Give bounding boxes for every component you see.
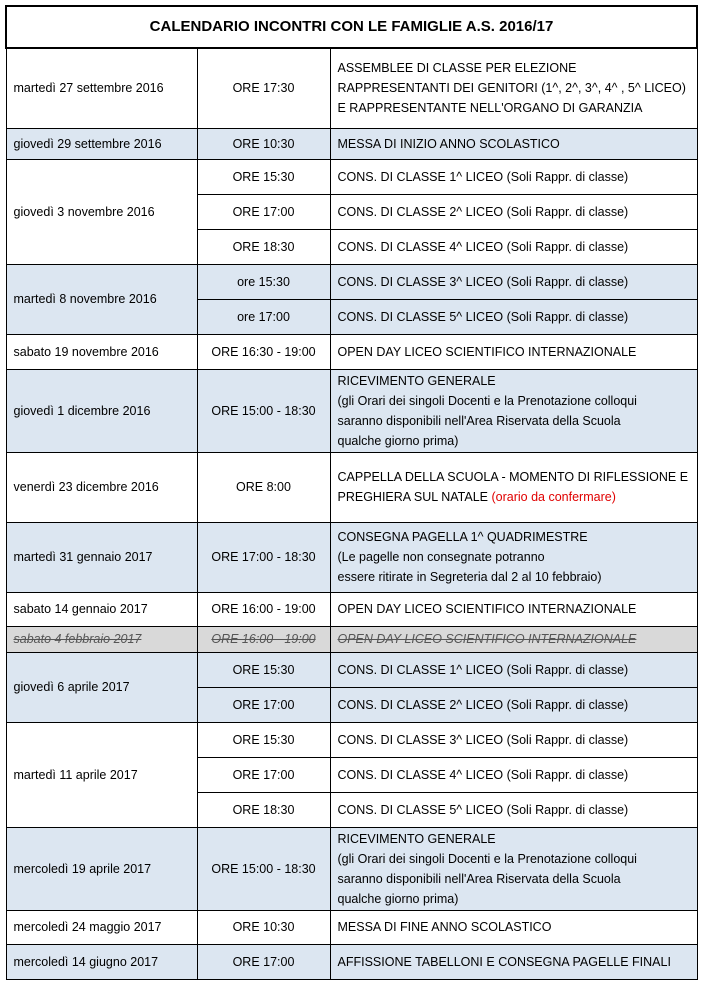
event-date: mercoledì 24 maggio 2017 <box>6 910 197 944</box>
event-description: CONS. DI CLASSE 1^ LICEO (Soli Rappr. di classe) <box>330 159 697 194</box>
table-row <box>6 48 697 128</box>
table-row <box>6 264 697 299</box>
event-description: ASSEMBLEE DI CLASSE PER ELEZIONE RAPPRESENTANTI DEI GENITORI (1^, 2^, 3^, 4^ , 5^ LICEO) E RAPPRESENTANTE NELL'ORGANO DI GARANZIA <box>330 48 697 128</box>
event-time: ORE 16:00 - 19:00 <box>197 626 330 652</box>
table-row <box>6 334 697 369</box>
event-description: AFFISSIONE TABELLONI E CONSEGNA PAGELLE FINALI <box>330 944 697 979</box>
event-time: ORE 18:30 <box>197 792 330 827</box>
calendar-title: CALENDARIO INCONTRI CON LE FAMIGLIE A.S. 2016/17 <box>6 6 697 48</box>
event-description: CONS. DI CLASSE 2^ LICEO (Soli Rappr. di classe) <box>330 687 697 722</box>
event-description: CONS. DI CLASSE 3^ LICEO (Soli Rappr. di classe) <box>330 264 697 299</box>
table-row <box>6 722 697 757</box>
table-row-cancelled <box>6 626 697 652</box>
event-description: CONS. DI CLASSE 4^ LICEO (Soli Rappr. di classe) <box>330 229 697 264</box>
table-row <box>6 910 697 944</box>
event-description: MESSA DI INIZIO ANNO SCOLASTICO <box>330 128 697 159</box>
event-date: sabato 14 gennaio 2017 <box>6 592 197 626</box>
event-time: ore 15:30 <box>197 264 330 299</box>
event-description: CAPPELLA DELLA SCUOLA - MOMENTO DI RIFLESSIONE E PREGHIERA SUL NATALE (orario da confermare) <box>330 452 697 522</box>
event-time: ORE 16:00 - 19:00 <box>197 592 330 626</box>
event-time: ORE 17:30 <box>197 48 330 128</box>
event-time: ORE 10:30 <box>197 910 330 944</box>
event-description: CONS. DI CLASSE 3^ LICEO (Soli Rappr. di classe) <box>330 722 697 757</box>
table-row <box>6 522 697 592</box>
event-description: OPEN DAY LICEO SCIENTIFICO INTERNAZIONALE <box>330 626 697 652</box>
title-row <box>6 6 697 48</box>
table-row <box>6 452 697 522</box>
event-description: CONS. DI CLASSE 2^ LICEO (Soli Rappr. di classe) <box>330 194 697 229</box>
event-time: ORE 15:30 <box>197 159 330 194</box>
event-time: ORE 15:00 - 18:30 <box>197 827 330 910</box>
event-date: giovedì 3 novembre 2016 <box>6 159 197 264</box>
event-time: ORE 15:00 - 18:30 <box>197 369 330 452</box>
event-description: RICEVIMENTO GENERALE (gli Orari dei singoli Docenti e la Prenotazione colloqui saranno disponibili nell'Area Riservata della Scuola qualche giorno prima) <box>330 369 697 452</box>
event-description: CONSEGNA PAGELLA 1^ QUADRIMESTRE (Le pagelle non consegnate potranno essere ritirate in Segreteria dal 2 al 10 febbraio) <box>330 522 697 592</box>
event-time: ORE 17:00 <box>197 194 330 229</box>
event-description: RICEVIMENTO GENERALE (gli Orari dei singoli Docenti e la Prenotazione colloqui saranno disponibili nell'Area Riservata della Scuola qualche giorno prima) <box>330 827 697 910</box>
event-description: OPEN DAY LICEO SCIENTIFICO INTERNAZIONALE <box>330 592 697 626</box>
event-date: martedì 27 settembre 2016 <box>6 48 197 128</box>
event-date: sabato 19 novembre 2016 <box>6 334 197 369</box>
table-row <box>6 652 697 687</box>
event-time: ORE 17:00 <box>197 687 330 722</box>
event-time: ORE 15:30 <box>197 652 330 687</box>
event-date: mercoledì 19 aprile 2017 <box>6 827 197 910</box>
table-row <box>6 944 697 979</box>
event-date: martedì 11 aprile 2017 <box>6 722 197 827</box>
event-date: martedì 8 novembre 2016 <box>6 264 197 334</box>
event-date: mercoledì 14 giugno 2017 <box>6 944 197 979</box>
event-time: ore 17:00 <box>197 299 330 334</box>
table-row <box>6 592 697 626</box>
table-row <box>6 159 697 194</box>
event-date: venerdì 23 dicembre 2016 <box>6 452 197 522</box>
event-description: CONS. DI CLASSE 4^ LICEO (Soli Rappr. di classe) <box>330 757 697 792</box>
event-date: giovedì 1 dicembre 2016 <box>6 369 197 452</box>
event-date: giovedì 6 aprile 2017 <box>6 652 197 722</box>
event-description: OPEN DAY LICEO SCIENTIFICO INTERNAZIONALE <box>330 334 697 369</box>
event-date: giovedì 29 settembre 2016 <box>6 128 197 159</box>
event-note: (orario da confermare) <box>491 490 616 504</box>
event-description: MESSA DI FINE ANNO SCOLASTICO <box>330 910 697 944</box>
event-description: CONS. DI CLASSE 5^ LICEO (Soli Rappr. di classe) <box>330 299 697 334</box>
event-time: ORE 16:30 - 19:00 <box>197 334 330 369</box>
event-description: CONS. DI CLASSE 1^ LICEO (Soli Rappr. di classe) <box>330 652 697 687</box>
event-time: ORE 10:30 <box>197 128 330 159</box>
event-time: ORE 8:00 <box>197 452 330 522</box>
table-row <box>6 128 697 159</box>
table-row <box>6 369 697 452</box>
event-description: CONS. DI CLASSE 5^ LICEO (Soli Rappr. di classe) <box>330 792 697 827</box>
event-time: ORE 17:00 <box>197 944 330 979</box>
table-row <box>6 827 697 910</box>
event-date: martedì 31 gennaio 2017 <box>6 522 197 592</box>
event-time: ORE 18:30 <box>197 229 330 264</box>
event-time: ORE 15:30 <box>197 722 330 757</box>
event-time: ORE 17:00 <box>197 757 330 792</box>
calendar-table <box>5 5 698 980</box>
event-date: sabato 4 febbraio 2017 <box>6 626 197 652</box>
event-time: ORE 17:00 - 18:30 <box>197 522 330 592</box>
